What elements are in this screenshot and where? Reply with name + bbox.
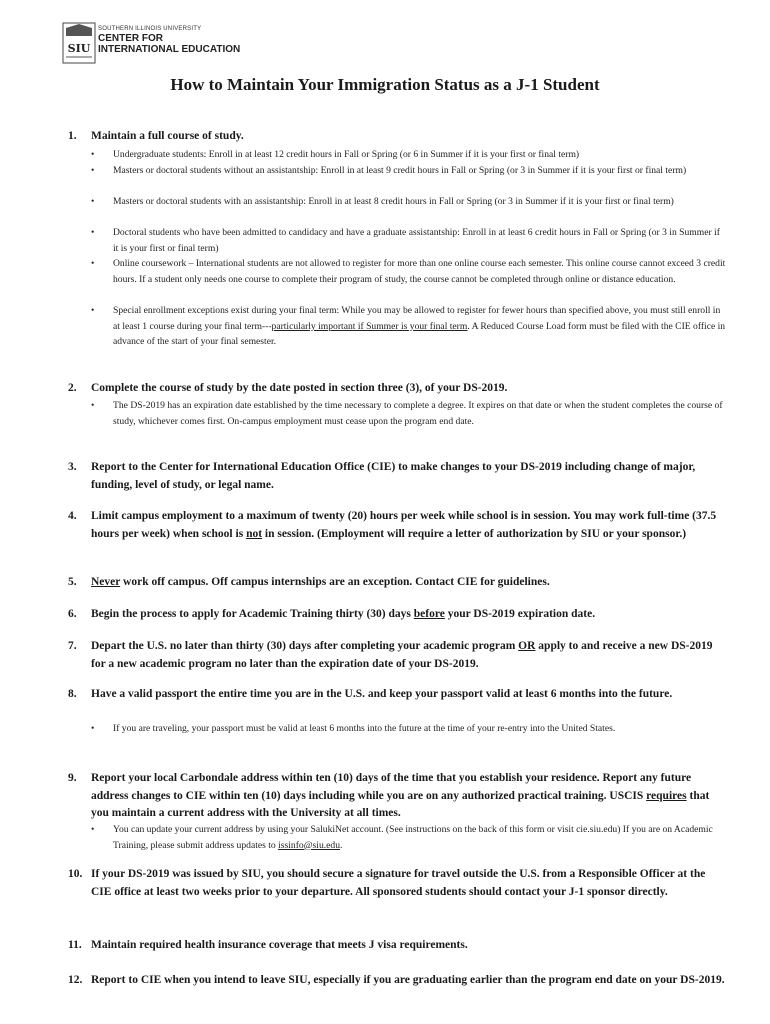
list-item-11: 11. Maintain required health insurance coverage that meets J visa requirements. — [68, 939, 468, 951]
underlined-text: particularly important if Summer is your final term — [271, 320, 468, 332]
bullet: • If you are traveling, your passport must be valid at least 6 months into the future at the time of your re-entry into the United States. — [91, 723, 616, 734]
bullet: • Masters or doctoral students without an assistantship: Enroll in at least 9 credit hours in Fall or Spring (or 3 in Summer if it is your first or final term) — [91, 165, 687, 176]
bullet: • Masters or doctoral students with an assistantship: Enroll in at least 8 credit hours in Fall or Spring (or 3 in Summer if it is your first or final term) — [91, 196, 674, 207]
list-item-8: 8. Have a valid passport the entire time you are in the U.S. and keep your passport valid at least 6 months into the future. — [68, 688, 673, 700]
bullet: • Online coursework – International students are not allowed to register for more than one online course each semester. This online course cannot exceed 3 credit hours. If a student only needs one course to complete their program of study, the course cannot be completed through online or distance education. — [91, 258, 726, 285]
bullet: • The DS-2019 has an expiration date established by the time necessary to complete a degree. It expires on that date or when the student completes the course of study, whichever comes first. On-campus employment must cease upon the program end date. — [91, 400, 723, 427]
list-item-5: 5. Never work off campus. Off campus internships are an exception. Contact CIE for guidelines. — [68, 576, 550, 588]
logo-siu-text: SIU — [67, 42, 91, 55]
center-line1: CENTER FOR — [98, 33, 163, 44]
item-text: Maintain a full course of study. — [91, 130, 244, 142]
list-item-7: 7. Depart the U.S. no later than thirty (30) days after completing your academic program OR apply to and receive a new DS-2019 for a new academic program no later than the expiration date of your DS-2019. — [68, 640, 713, 670]
page-title: How to Maintain Your Immigration Status as a J-1 Student — [170, 75, 600, 94]
bullet: • Doctoral students who have been admitted to candidacy and have a graduate assistantship: Enroll in at least 6 credit hours in Fall or Spring (or 3 in Summer if it is your first or final term) — [91, 227, 720, 254]
university-name: SOUTHERN ILLINOIS UNIVERSITY — [98, 26, 202, 32]
email-link[interactable]: issinfo@siu.edu — [278, 839, 340, 851]
siu-seal-icon — [62, 22, 96, 64]
list-item-10: 10. If your DS-2019 was issued by SIU, you should secure a signature for travel outside the U.S. from a Responsible Officer at the CIE office at least two weeks prior to your departure. All sponsored students should contact your J-1 sponsor directly. — [68, 868, 706, 898]
center-line2: INTERNATIONAL EDUCATION — [98, 44, 241, 55]
list-item-3: 3. Report to the Center for International Education Office (CIE) to make changes to your DS-2019 including change of major, funding, level of study, or legal name. — [68, 461, 696, 491]
item-number: 1. — [68, 130, 77, 142]
list-item-12: 12. Report to CIE when you intend to leave SIU, especially if you are graduating earlier than the program end date on your DS-2019. — [68, 974, 725, 986]
cie-logo — [62, 22, 262, 64]
bullet: • You can update your current address by using your SalukiNet account. (See instructions on the back of this form or visit cie.siu.edu) If you are on Academic Training, please submit address updates to issinfo@siu.edu. — [91, 824, 713, 851]
list-item-2: 2. Complete the course of study by the date posted in section three (3), of your DS-2019. — [68, 382, 508, 394]
list-item-1 — [68, 128, 728, 146]
list-item-4: 4. Limit campus employment to a maximum of twenty (20) hours per week while school is in session. You may work full-time (37.5 hours per week) when school is not in session. (Employment will require a letter of authorization by SIU or your sponsor.) — [68, 510, 717, 540]
bullet: • Undergraduate students: Enroll in at least 12 credit hours in Fall or Spring (or 6 in Summer if it is your first or final term) — [91, 149, 580, 160]
list-item-6: 6. Begin the process to apply for Academic Training thirty (30) days before your DS-2019 expiration date. — [68, 608, 596, 620]
bullet: • Special enrollment exceptions exist during your final term: While you may be allowed to register for fewer hours than specified above, you must still enroll in at least 1 course during your final term---particularly important if Summer is your final term. A Reduced Course Load form must be filed with the CIE office in advance of the start of your final semester. — [91, 305, 726, 348]
list-item-9: 9. Report your local Carbondale address within ten (10) days of the time that you establish your residence. Report any future address changes to CIE within ten (10) days including while you are on any authorized practical training. USCIS requires that you maintain a current address with the University at all times. — [68, 772, 710, 819]
